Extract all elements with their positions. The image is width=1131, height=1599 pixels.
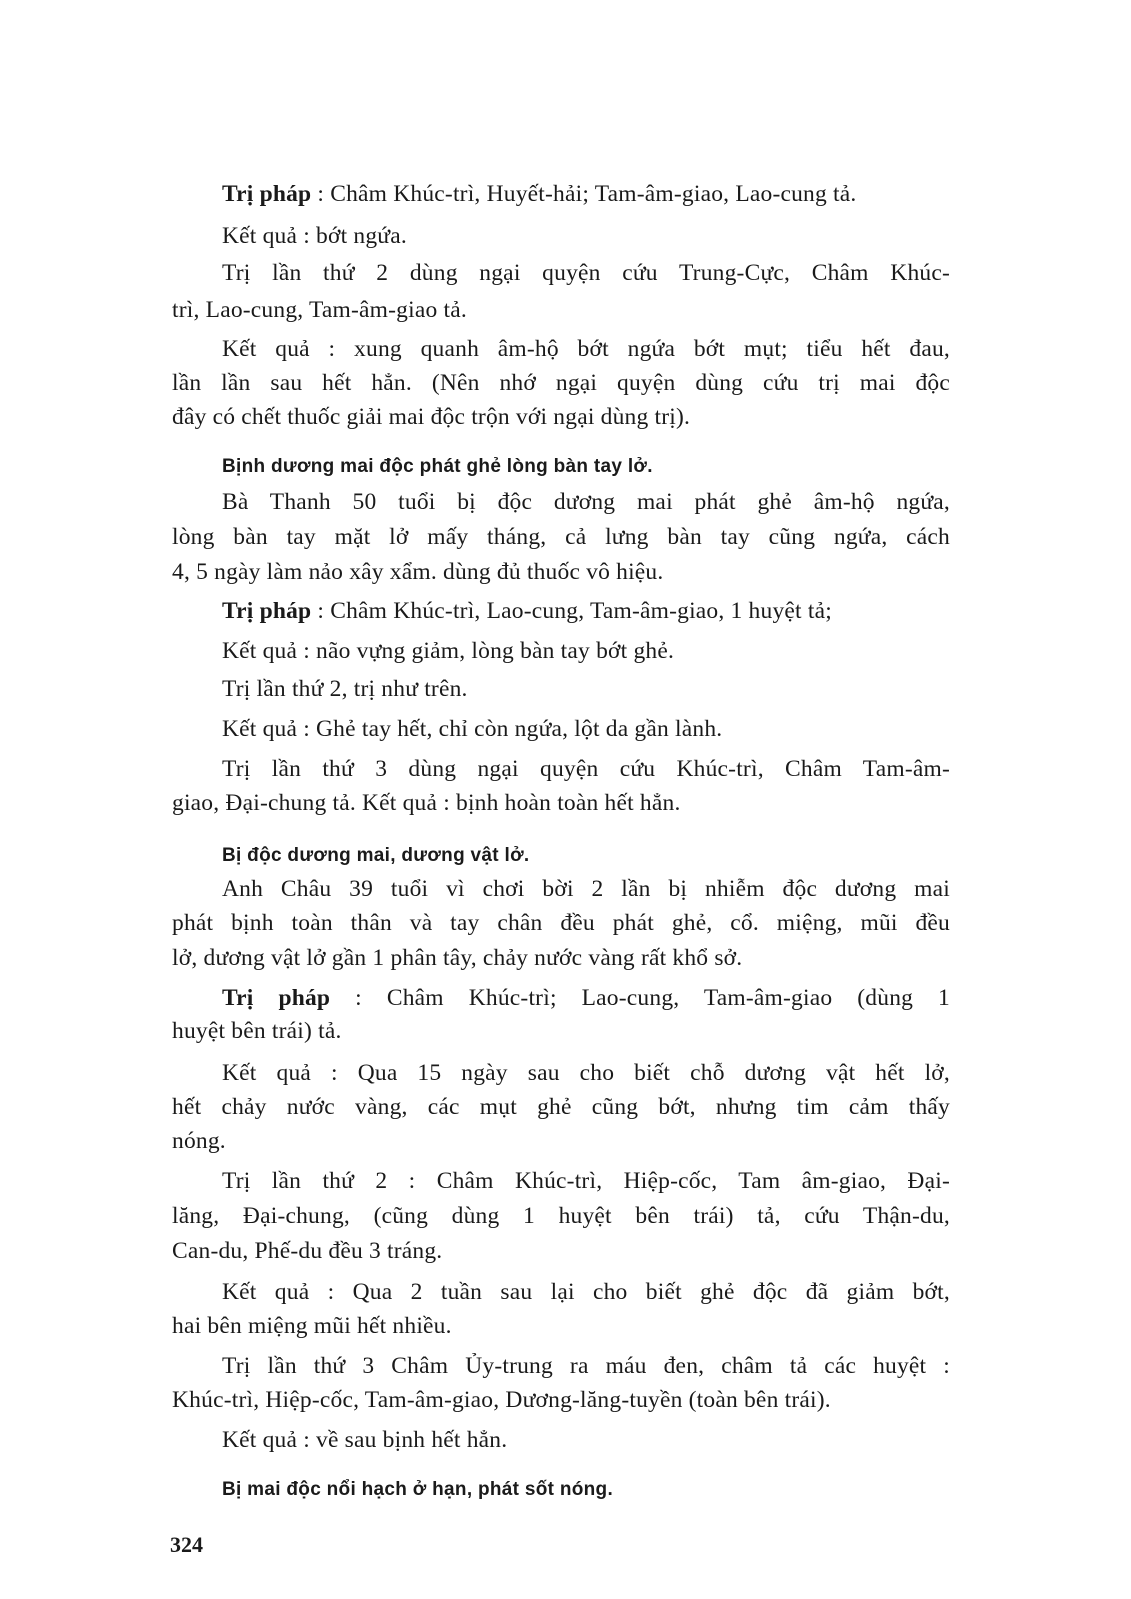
- text-line: Kết quả : Qua 15 ngày sau cho biết chỗ dương vật hết lở,: [222, 1060, 950, 1086]
- text-line: Bà Thanh 50 tuổi bị độc dương mai phát ghẻ âm-hộ ngứa,: [222, 489, 950, 515]
- text-line: Kết quả : Ghẻ tay hết, chỉ còn ngứa, lột da gần lành.: [222, 716, 723, 742]
- treatment-label: Trị pháp: [222, 181, 312, 207]
- text-line: Trị pháp : Châm Khúc-trì, Lao-cung, Tam-âm-giao, 1 huyệt tả;: [222, 598, 832, 624]
- text-line: phát bịnh toàn thân và tay chân đều phát ghẻ, cổ. miệng, mũi đều: [172, 910, 950, 936]
- section-heading: Bịnh dương mai độc phát ghẻ lòng bàn tay lở.: [222, 456, 653, 477]
- text-line: Trị lần thứ 2 dùng ngại quyện cứu Trung-Cực, Châm Khúc-: [222, 260, 950, 286]
- text-line: lòng bàn tay mặt lở mấy tháng, cả lưng bàn tay cũng ngứa, cách: [172, 524, 950, 550]
- text-line: Trị pháp : Châm Khúc-trì, Huyết-hải; Tam-âm-giao, Lao-cung tả.: [222, 181, 857, 207]
- text-line: hai bên miệng mũi hết nhiều.: [172, 1313, 452, 1339]
- text-line: nóng.: [172, 1128, 226, 1154]
- text-line: đây có chết thuốc giải mai độc trộn với ngại dùng trị).: [172, 404, 691, 430]
- text-line: 4, 5 ngày làm nảo xây xẩm. dùng đủ thuốc vô hiệu.: [172, 559, 664, 585]
- text-line: Trị lần thứ 3 dùng ngại quyện cứu Khúc-trì, Châm Tam-âm-: [222, 756, 950, 782]
- text-line: trì, Lao-cung, Tam-âm-giao tả.: [172, 297, 467, 323]
- text-line: Kết quả : não vựng giảm, lòng bàn tay bớt ghẻ.: [222, 638, 675, 664]
- text-line: Trị lần thứ 2, trị như trên.: [222, 676, 468, 702]
- text-line: huyệt bên trái) tả.: [172, 1018, 342, 1044]
- page-number: 324: [170, 1532, 203, 1557]
- text-line: Khúc-trì, Hiệp-cốc, Tam-âm-giao, Dương-lăng-tuyền (toàn bên trái).: [172, 1387, 831, 1413]
- text-line: lở, dương vật lở gần 1 phân tây, chảy nước vàng rất khổ sở.: [172, 945, 743, 971]
- text-line: Kết quả : bớt ngứa.: [222, 223, 407, 249]
- text-line: Can-du, Phế-du đều 3 tráng.: [172, 1238, 443, 1264]
- text-line: lăng, Đại-chung, (cũng dùng 1 huyệt bên trái) tả, cứu Thận-du,: [172, 1203, 950, 1229]
- text-line: Anh Châu 39 tuổi vì chơi bời 2 lần bị nhiễm độc dương mai: [222, 876, 950, 902]
- treatment-label: Trị pháp: [222, 598, 312, 624]
- section-heading: Bị độc dương mai, dương vật lở.: [222, 845, 530, 866]
- text-line: hết chảy nước vàng, các mụt ghẻ cũng bớt, nhưng tim cảm thấy: [172, 1094, 950, 1120]
- text-line: lần lần sau hết hẳn. (Nên nhớ ngại quyện dùng cứu trị mai độc: [172, 370, 950, 396]
- text-line: Trị lần thứ 2 : Châm Khúc-trì, Hiệp-cốc, Tam âm-giao, Đại-: [222, 1168, 950, 1194]
- text-line: Kết quả : Qua 2 tuần sau lại cho biết ghẻ độc đã giảm bớt,: [222, 1279, 950, 1305]
- text-line: Kết quả : xung quanh âm-hộ bớt ngứa bớt mụt; tiểu hết đau,: [222, 336, 950, 362]
- text-line: Kết quả : về sau bịnh hết hẳn.: [222, 1427, 508, 1453]
- treatment-label: Trị pháp: [222, 985, 331, 1011]
- text-line: giao, Đại-chung tả. Kết quả : bịnh hoàn toàn hết hẳn.: [172, 790, 681, 816]
- text-line: Trị pháp : Châm Khúc-trì; Lao-cung, Tam-âm-giao (dùng 1: [222, 985, 950, 1011]
- text-line: Trị lần thứ 3 Châm Ủy-trung ra máu đen, châm tả các huyệt :: [222, 1353, 950, 1379]
- section-heading: Bị mai độc nổi hạch ở hạn, phát sốt nóng.: [222, 1479, 614, 1500]
